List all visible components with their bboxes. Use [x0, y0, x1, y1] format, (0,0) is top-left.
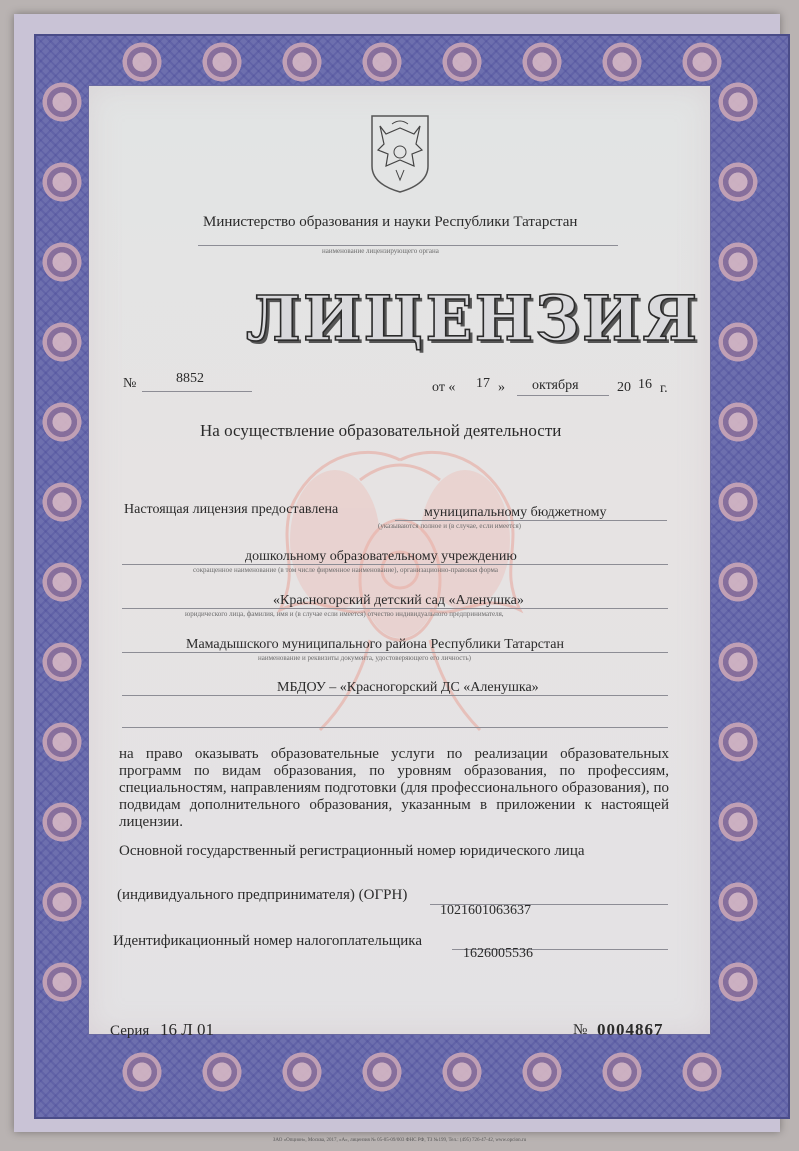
month-underline [517, 395, 609, 396]
holder-line-6-underline [122, 727, 668, 728]
border-ornament-icon [440, 1050, 484, 1094]
border-ornament-icon [40, 880, 84, 924]
ministry-caption: наименование лицензирующего органа [322, 247, 439, 255]
border-ornament-icon [680, 1050, 724, 1094]
holder-line-2: дошкольному образовательному учреждению [245, 549, 517, 564]
border-ornament-icon [600, 40, 644, 84]
border-ornament-icon [440, 40, 484, 84]
border-ornament-icon [40, 800, 84, 844]
border-ornament-icon [40, 720, 84, 764]
ogrn-label-line-1: Основной государственный регистрационный номер юридического лица [119, 843, 585, 859]
date-month: октября [532, 378, 579, 393]
ministry-name: Министерство образования и науки Республики Татарстан [203, 214, 578, 230]
holder-caption-1: (указываются полное и (в случае, если имеется) [378, 522, 522, 530]
holder-line-1: муниципальному бюджетному [424, 505, 607, 520]
border-ornament-icon [360, 40, 404, 84]
border-ornament-icon [716, 400, 760, 444]
holder-line-3-underline [122, 608, 668, 609]
holder-caption-3: юридического лица, фамилия, имя и (в случае если имеется) отчество индивидуального предпринимателя, [185, 610, 504, 618]
holder-line-1-underline [395, 520, 667, 521]
border-ornament-icon [520, 1050, 564, 1094]
border-ornament-icon [520, 40, 564, 84]
border-ornament-icon [716, 80, 760, 124]
granted-label: Настоящая лицензия предоставлена [124, 502, 339, 517]
border-ornament-icon [716, 960, 760, 1004]
license-number: 8852 [176, 371, 204, 386]
border-ornament-icon [40, 560, 84, 604]
eagle-watermark-icon [220, 420, 580, 750]
border-ornament-icon [716, 800, 760, 844]
inn-label: Идентификационный номер налогоплательщика [113, 933, 423, 949]
border-ornament-icon [40, 160, 84, 204]
inn-value: 1626005536 [463, 946, 533, 961]
date-year-prefix: 20 [617, 380, 631, 395]
border-ornament-icon [40, 400, 84, 444]
border-ornament-icon [680, 40, 724, 84]
border-ornament-icon [280, 1050, 324, 1094]
border-ornament-icon [40, 320, 84, 364]
series-value: 16 Л 01 [160, 1020, 215, 1039]
border-ornament-icon [716, 160, 760, 204]
border-ornament-icon [280, 40, 324, 84]
border-ornament-icon [120, 1050, 164, 1094]
date-close-quote: » [498, 380, 505, 395]
holder-line-5-underline [122, 695, 668, 696]
ogrn-label-line-2: (индивидуального предпринимателя) (ОГРН) [117, 887, 408, 903]
border-ornament-icon [40, 240, 84, 284]
printer-imprint: ЗАО «Опцион», Москва, 2017, «А», лицензия № 05-05-09/003 ФНС РФ, ТЗ №199, Тел.: (495) 726-47-42, www.opcion.ru [272, 1138, 527, 1143]
border-ornament-icon [200, 40, 244, 84]
border-ornament-icon [716, 560, 760, 604]
blank-number-label: № [573, 1022, 588, 1038]
number-label: № [123, 376, 137, 391]
date-day: 17 [476, 376, 490, 391]
holder-caption-4: наименование и реквизиты документа, удостоверяющего его личность) [258, 654, 471, 662]
number-underline [142, 391, 252, 392]
border-ornament-icon [200, 1050, 244, 1094]
border-ornament-icon [40, 80, 84, 124]
coat-of-arms-icon [366, 110, 434, 194]
holder-line-4: Мамадышского муниципального района Республики Татарстан [186, 637, 564, 652]
border-ornament-icon [120, 40, 164, 84]
holder-line-4-underline [122, 652, 668, 653]
holder-line-5: МБДОУ – «Красногорский ДС «Аленушка» [277, 680, 539, 695]
border-ornament-icon [716, 240, 760, 284]
date-year: 16 [638, 377, 652, 392]
border-ornament-icon [716, 720, 760, 764]
border-ornament-icon [40, 480, 84, 524]
border-ornament-icon [360, 1050, 404, 1094]
blank-number-value: 0004867 [597, 1020, 664, 1039]
holder-caption-2: сокращенное наименование (в том числе фирменное наименование), организационно-правовая форма [193, 566, 498, 574]
border-ornament-icon [600, 1050, 644, 1094]
document-title: ЛИЦЕНЗИЯ [246, 282, 700, 355]
date-year-suffix: г. [660, 381, 668, 396]
border-ornament-icon [40, 640, 84, 684]
ministry-underline [198, 245, 618, 246]
holder-line-2-underline [122, 564, 668, 565]
license-rights-text: на право оказывать образовательные услуги по реализации образовательных программ по видам образования, по уровням образования, по профессиям, специальностям, направлениям подготовки (для профессионального образования), по подвидам дополнительного образования, указанным в приложении к настоящей лицензии. [119, 746, 669, 830]
border-ornament-icon [716, 640, 760, 684]
license-purpose: На осуществление образовательной деятельности [200, 421, 562, 440]
holder-line-3: «Красногорский детский сад «Аленушка» [273, 593, 524, 608]
date-from-label: от « [432, 380, 456, 395]
series-label: Серия [110, 1023, 150, 1039]
border-ornament-icon [716, 320, 760, 364]
border-ornament-icon [716, 880, 760, 924]
border-ornament-icon [716, 480, 760, 524]
ogrn-value: 1021601063637 [440, 903, 531, 918]
border-ornament-icon [40, 960, 84, 1004]
